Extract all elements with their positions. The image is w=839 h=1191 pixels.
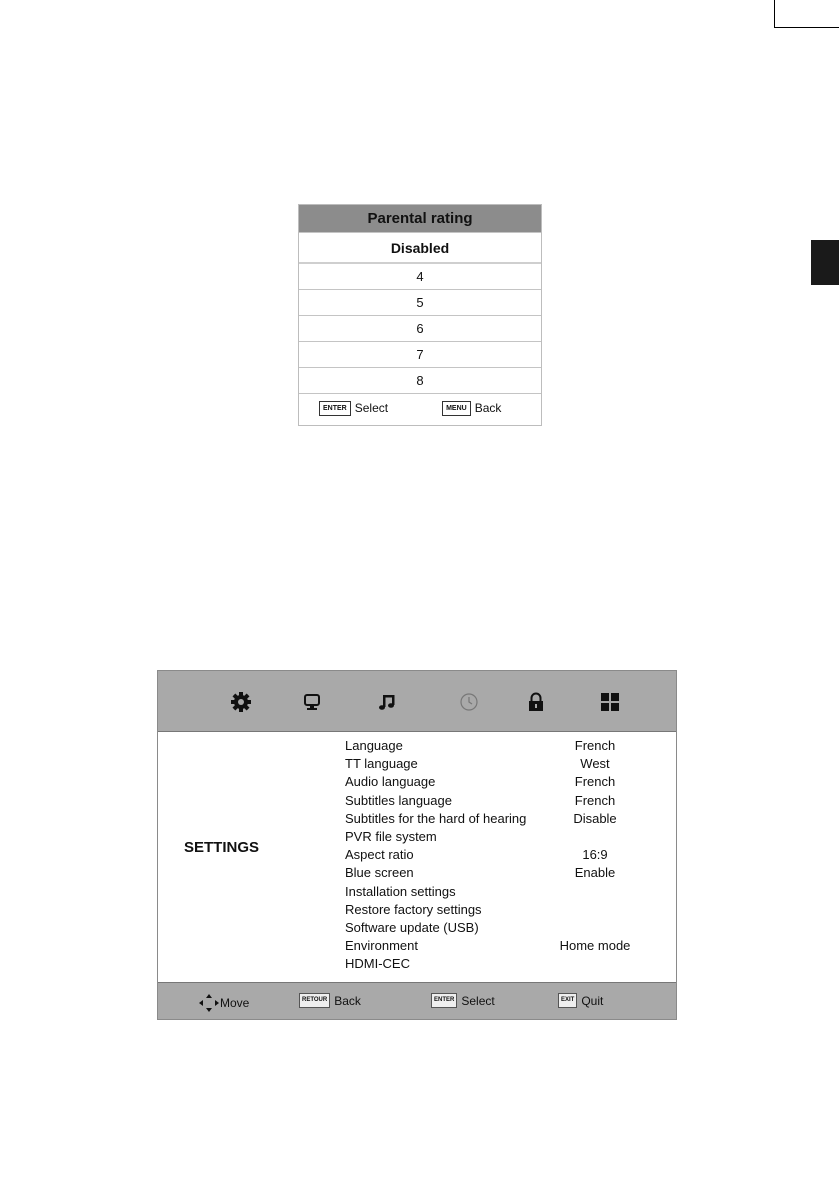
menu-icon-bar xyxy=(158,671,676,732)
enter-key: ENTER xyxy=(319,401,351,416)
enter-key: ENTER xyxy=(431,993,457,1008)
back-hint xyxy=(299,993,361,1008)
exit-key: EXIT xyxy=(558,993,577,1008)
panel-footer xyxy=(299,394,541,422)
crop-mark xyxy=(774,27,839,28)
setting-environment[interactable] xyxy=(345,937,645,955)
setting-label: Installation settings xyxy=(345,883,456,899)
setting-label: TT language xyxy=(345,756,418,772)
setting-label: Aspect ratio xyxy=(345,847,414,863)
move-hint xyxy=(198,993,249,1013)
back-hint xyxy=(442,401,501,416)
music-note-icon[interactable] xyxy=(376,691,398,713)
option-5[interactable]: 5 xyxy=(299,290,541,316)
option-8[interactable]: 8 xyxy=(299,368,541,394)
setting-software-update[interactable] xyxy=(345,919,645,937)
setting-label: Subtitles language xyxy=(345,792,452,808)
setting-value: French xyxy=(574,738,616,753)
setting-audio-language[interactable] xyxy=(345,773,645,791)
select-hint xyxy=(431,993,495,1008)
back-label: Back xyxy=(334,993,361,1008)
select-label: Select xyxy=(354,401,389,415)
quit-hint xyxy=(558,993,603,1008)
setting-label: Subtitles for the hard of hearing xyxy=(345,810,527,826)
lock-icon[interactable] xyxy=(525,691,547,713)
option-disabled[interactable]: Disabled xyxy=(299,232,541,264)
settings-body xyxy=(158,732,676,983)
setting-label: Language xyxy=(345,738,403,753)
setting-label: Audio language xyxy=(345,774,436,790)
move-label: Move xyxy=(220,996,250,1010)
gear-icon[interactable] xyxy=(230,691,252,713)
select-hint xyxy=(319,401,388,416)
setting-language[interactable] xyxy=(345,737,645,755)
settings-footer xyxy=(158,982,676,1019)
setting-blue-screen[interactable] xyxy=(345,864,645,882)
menu-key: MENU xyxy=(442,401,471,416)
setting-value: Enable xyxy=(574,865,616,881)
setting-value: French xyxy=(574,774,616,790)
setting-subtitles-language[interactable] xyxy=(345,792,645,810)
setting-value: 16:9 xyxy=(582,847,608,863)
setting-value: Disable xyxy=(573,810,617,826)
setting-label: Blue screen xyxy=(345,865,414,881)
setting-tt-language[interactable] xyxy=(345,755,645,773)
option-6[interactable]: 6 xyxy=(299,316,541,342)
option-4[interactable]: 4 xyxy=(299,264,541,290)
setting-value: Home mode xyxy=(559,938,631,954)
back-label: Back xyxy=(474,401,502,415)
clock-icon[interactable] xyxy=(458,691,480,713)
settings-panel xyxy=(157,670,677,1020)
grid-icon[interactable] xyxy=(599,691,621,713)
setting-label: Software update (USB) xyxy=(345,919,479,935)
page-title: SETTINGS xyxy=(184,839,260,856)
setting-value: West xyxy=(580,756,610,772)
setting-label: PVR file system xyxy=(345,828,437,844)
setting-value: French xyxy=(574,792,616,808)
setting-subtitles-hard-of-hearing[interactable] xyxy=(345,810,645,828)
setting-restore-factory-settings[interactable] xyxy=(345,901,645,919)
monitor-icon[interactable] xyxy=(301,691,323,713)
setting-installation-settings[interactable] xyxy=(345,883,645,901)
select-label: Select xyxy=(461,993,495,1008)
setting-label: Environment xyxy=(345,938,418,954)
setting-hdmi-cec[interactable] xyxy=(345,955,645,973)
setting-pvr-file-system[interactable] xyxy=(345,828,645,846)
return-key: RETOUR xyxy=(299,993,330,1008)
settings-list xyxy=(345,737,645,973)
panel-title: Parental rating xyxy=(299,205,541,232)
move-arrows-icon xyxy=(198,993,220,1013)
quit-label: Quit xyxy=(581,993,604,1008)
setting-label: Restore factory settings xyxy=(345,901,482,917)
crop-mark xyxy=(774,0,775,28)
setting-label: HDMI-CEC xyxy=(345,956,410,972)
option-7[interactable]: 7 xyxy=(299,342,541,368)
chapter-tab xyxy=(811,240,839,285)
setting-aspect-ratio[interactable] xyxy=(345,846,645,864)
parental-rating-panel xyxy=(298,204,542,426)
